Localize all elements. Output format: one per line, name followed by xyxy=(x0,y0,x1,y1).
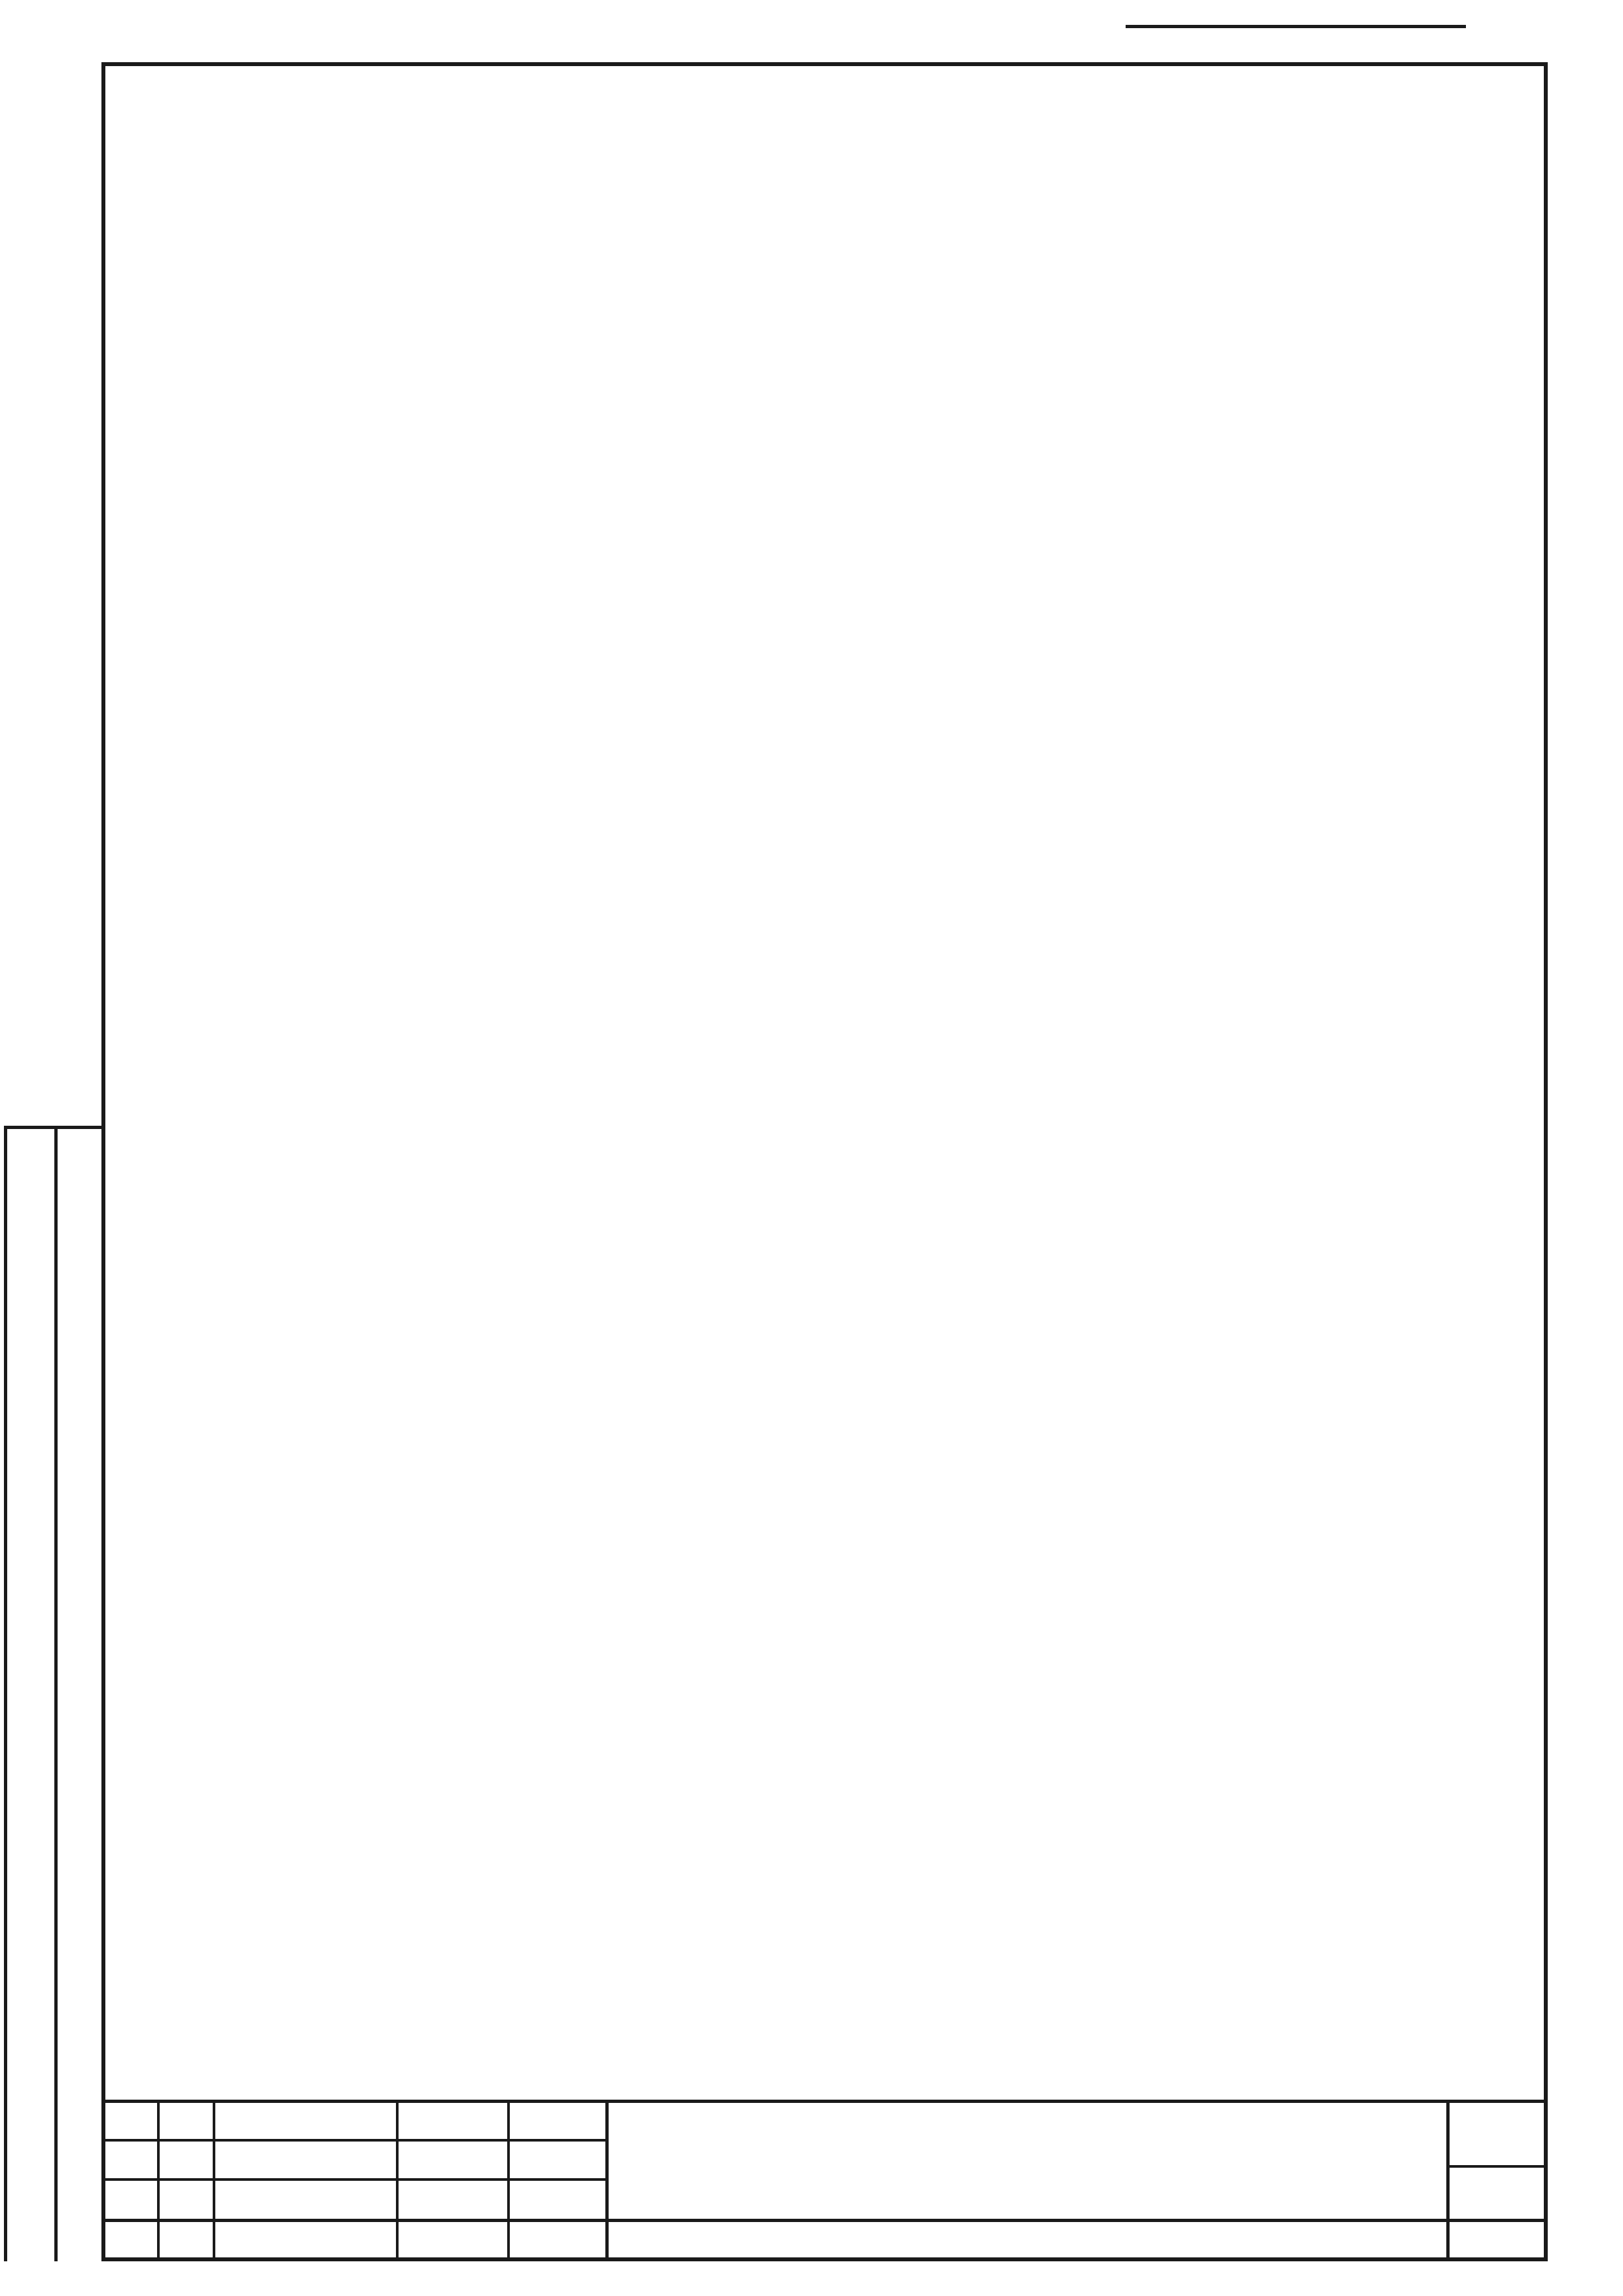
tb-col-izm xyxy=(101,2219,157,2261)
sheet-label xyxy=(1450,2100,1548,2165)
page-frame xyxy=(101,62,1548,2261)
margin-divider xyxy=(54,1129,58,2261)
sheet-number xyxy=(1450,2168,1548,2219)
tb-col-docnum xyxy=(213,2219,396,2261)
tb-col-date xyxy=(507,2219,605,2261)
margin-strip xyxy=(4,1126,101,2261)
tb-row-line xyxy=(101,2178,605,2181)
tb-col-sign xyxy=(396,2219,507,2261)
document-number xyxy=(609,2100,1446,2219)
tb-col-list xyxy=(157,2219,213,2261)
title-block xyxy=(101,2100,1548,2261)
tb-row-line xyxy=(101,2139,605,2142)
form-code xyxy=(1126,25,1466,28)
